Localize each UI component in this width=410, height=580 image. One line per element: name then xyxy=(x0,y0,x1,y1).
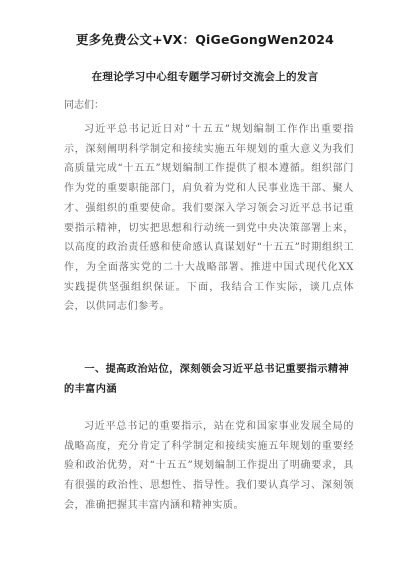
section-paragraph: 习近平总书记的重要指示，站在党和国家事业发展全局的战略高度，充分肯定了科学制定和接续实施五年规划的重要经验和政治优势，对“十五五”规划编制工作提出了明确要求，具有很强的政治性、思想性、指导性。我们要认真学习、深刻领会，准确把握其丰富内涵和精神实质。 xyxy=(64,421,354,511)
salutation: 同志们： xyxy=(64,100,104,111)
section-heading: 一、提高政治站位，深刻领会习近平总书记重要指示精神的丰富内涵 xyxy=(64,364,350,395)
promo-header: 更多免费公文+VX：QiGeGongWen2024 xyxy=(75,32,335,47)
document-title: 在理论学习中心组专题学习研讨交流会上的发言 xyxy=(91,71,319,83)
body-paragraph: 习近平总书记近日对“十五五”规划编制工作作出重要指示，深刻阐明科学制定和接续实施五年规划的重大意义为我们高质量完成“十五五”规划编制工作提供了根本遵循。组织部门作为党的重要职能部门，肩负着为党和人民事业选干部、聚人才、强组织的重要使命。我们要深入学习领会习近平总书记重要指示精神，切实把思想和行动统一到党中央决策部署上来，以高度的政治责任感和使命感认真谋划好“十五五”时期组织工作，为全面落实党的二十大战略部署、推进中国式现代化XX实践提供坚强组织保证。下面，我结合工作实际，谈几点体会，以供同志们参考。 xyxy=(64,124,354,313)
